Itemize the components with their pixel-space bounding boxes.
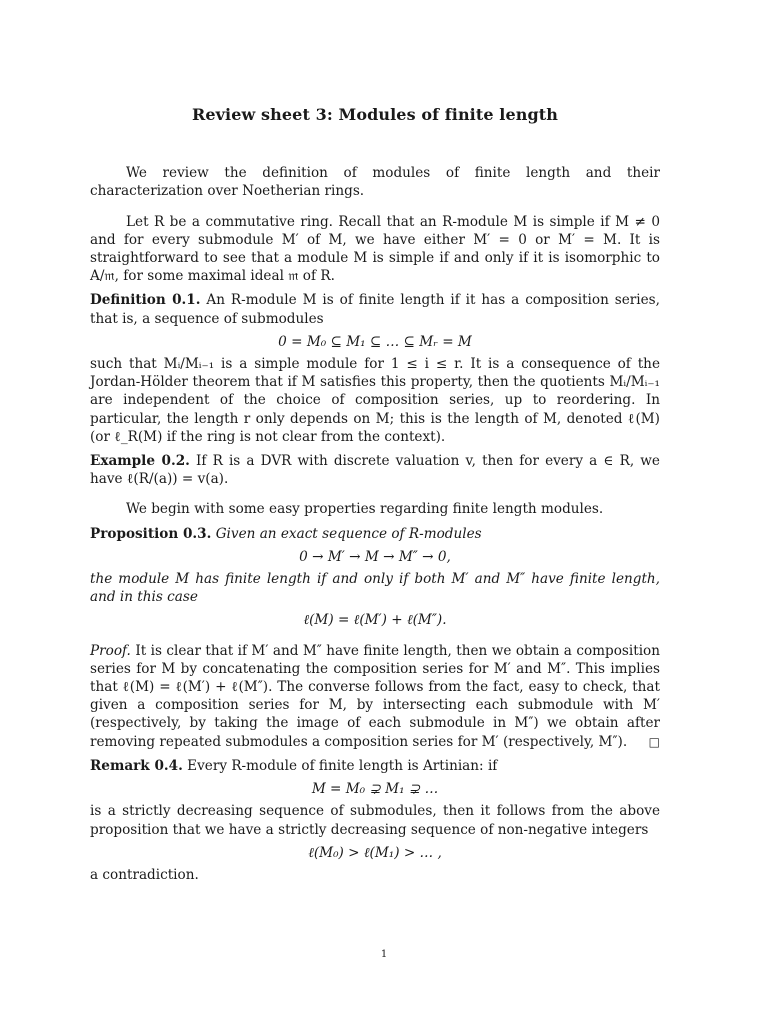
proposition-block bbox=[90, 525, 660, 543]
proof-text: It is clear that if M′ and M″ have finite length, then we obtain a composition series for M by concatenating the composition series for M′ and M″. This implies that ℓ(M) = ℓ(M′) + ℓ(M″). The converse follows from the fact, easy to check, that given a composition series for M, by intersecting each submodule with M′ (respectively, by taking the image of each submodule in M″) we obtain after removing repeated submodules a composition series for M′ (respectively, M″). bbox=[90, 642, 660, 750]
proposition-label: Proposition 0.3. bbox=[90, 525, 212, 542]
remark-text: Every R-module of finite length is Artinian: if bbox=[187, 757, 498, 774]
qed-square-icon: □ bbox=[648, 734, 660, 749]
proposition-continuation: the module M has finite length if and only if both M′ and M″ have finite length, and in this case bbox=[90, 571, 660, 606]
decreasing-lengths-equation: ℓ(M₀) > ℓ(M₁) > … , bbox=[308, 844, 442, 861]
definition-text: An R-module M is of finite length if it has a composition series, that is, a sequence of submodules bbox=[90, 292, 660, 327]
remark-label: Remark 0.4. bbox=[90, 757, 183, 774]
proof-label: Proof. bbox=[90, 642, 131, 659]
definition-block bbox=[90, 291, 660, 327]
remark-block bbox=[90, 757, 660, 775]
definition-continuation: such that Mᵢ/Mᵢ₋₁ is a simple module for 1 ≤ i ≤ r. It is a consequence of the Jordan-Hölder theorem that if M satisfies this property, then the quotients Mᵢ/Mᵢ₋₁ are independent of the choice of composition series, up to reordering. In particular, the length r only depends on M; this is the length of M, denoted ℓ(M) (or ℓ_R(M) if the ring is not clear from the context). bbox=[90, 356, 660, 445]
intro-paragraph: We review the definition of modules of finite length and their characterization over Noetherian rings. bbox=[90, 165, 660, 200]
example-text: If R is a DVR with discrete valuation v, then for every a ∈ R, we have ℓ(R/(a)) = v(a). bbox=[90, 453, 660, 488]
proposition-text: Given an exact sequence of R-modules bbox=[215, 525, 482, 542]
remark-continuation: is a strictly decreasing sequence of submodules, then it follows from the above proposition that we have a strictly decreasing sequence of non-negative integers bbox=[90, 803, 660, 838]
page-title: Review sheet 3: Modules of finite length bbox=[191, 105, 559, 124]
exact-sequence-equation: 0 → M′ → M → M″ → 0, bbox=[299, 548, 451, 565]
definition-label: Definition 0.1. bbox=[90, 292, 201, 309]
decreasing-chain-equation: M = M₀ ⊋ M₁ ⊋ … bbox=[311, 781, 439, 798]
length-additivity-equation: ℓ(M) = ℓ(M′) + ℓ(M″). bbox=[303, 612, 447, 629]
remark-conclusion: a contradiction. bbox=[90, 866, 199, 883]
simple-module-paragraph: Let R be a commutative ring. Recall that an R-module M is simple if M ≠ 0 and for every submodule M′ of M, we have either M′ = 0 or M′ = M. It is straightforward to see that a module M is simple if and only if it is isomorphic to A/𝔪, for some maximal ideal 𝔪 of R. bbox=[90, 213, 660, 285]
easy-properties-paragraph: We begin with some easy properties regarding finite length modules. bbox=[126, 501, 604, 518]
example-block bbox=[90, 452, 660, 488]
example-label: Example 0.2. bbox=[90, 453, 190, 470]
composition-series-equation: 0 = M₀ ⊆ M₁ ⊆ … ⊆ Mᵣ = M bbox=[278, 333, 472, 350]
proof-block bbox=[90, 642, 660, 751]
page-number: 1 bbox=[380, 949, 388, 960]
